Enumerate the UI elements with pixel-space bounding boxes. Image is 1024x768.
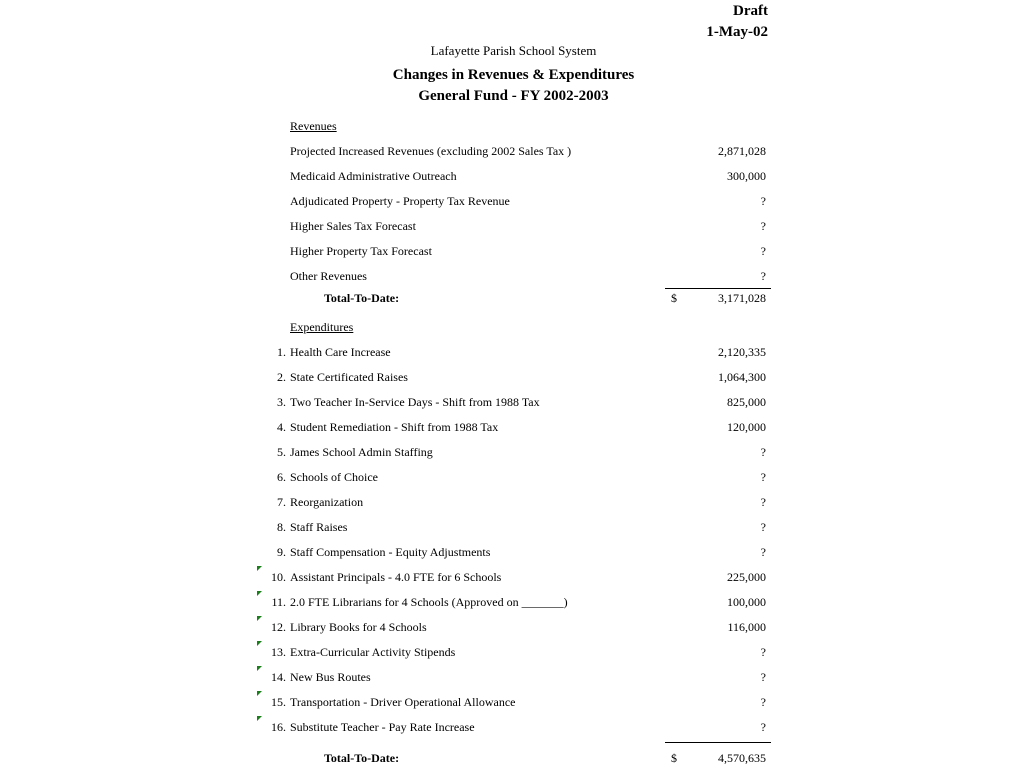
expenditure-value: 1,064,300 — [718, 370, 766, 384]
expenditures-total-value: 4,570,635 — [718, 751, 766, 765]
expenditure-label: Transportation - Driver Operational Allowance — [290, 695, 516, 709]
expenditure-label: Substitute Teacher - Pay Rate Increase — [290, 720, 475, 734]
expenditure-value: ? — [760, 720, 766, 734]
expenditure-value: 225,000 — [727, 570, 766, 584]
expenditure-value: 825,000 — [727, 395, 766, 409]
revenue-value: 2,871,028 — [718, 144, 766, 158]
revenue-value: ? — [760, 194, 766, 208]
expenditure-index: 15. — [271, 695, 286, 709]
expenditure-index: 6. — [277, 470, 286, 484]
expenditure-index: 10. — [271, 570, 286, 584]
expenditure-index: 14. — [271, 670, 286, 684]
revenue-label: Adjudicated Property - Property Tax Revenue — [290, 194, 510, 208]
revenues-total-label: Total-To-Date: — [324, 291, 400, 305]
expenditure-label: Library Books for 4 Schools — [290, 620, 427, 634]
expenditures-total-label: Total-To-Date: — [324, 751, 400, 765]
revenue-label: Projected Increased Revenues (excluding 2002 Sales Tax ) — [290, 144, 572, 158]
revenue-label: Other Revenues — [290, 269, 367, 283]
expenditure-label: Extra-Curricular Activity Stipends — [290, 645, 456, 659]
revenue-value: ? — [760, 269, 766, 283]
expenditure-index: 13. — [271, 645, 286, 659]
expenditure-index: 7. — [277, 495, 286, 509]
expenditure-label: Reorganization — [290, 495, 364, 509]
expenditure-value: ? — [760, 545, 766, 559]
expenditure-label: James School Admin Staffing — [290, 445, 433, 459]
expenditure-value: 120,000 — [727, 420, 766, 434]
expenditure-index: 12. — [271, 620, 286, 634]
expenditure-value: 100,000 — [727, 595, 766, 609]
expenditure-value: ? — [760, 645, 766, 659]
revenue-value: ? — [760, 219, 766, 233]
document-subtitle: General Fund - FY 2002-2003 — [418, 88, 609, 104]
expenditure-index: 2. — [277, 370, 286, 384]
expenditure-value: ? — [760, 470, 766, 484]
expenditure-label: 2.0 FTE Librarians for 4 Schools (Approved on _______) — [290, 595, 568, 609]
expenditure-label: State Certificated Raises — [290, 370, 408, 384]
expenditure-index: 8. — [277, 520, 286, 534]
revenue-label: Medicaid Administrative Outreach — [290, 169, 457, 183]
expenditure-value: ? — [760, 445, 766, 459]
revenues-total-rule — [665, 288, 771, 289]
draft-label: Draft — [733, 3, 768, 19]
expenditure-index: 1. — [277, 345, 286, 359]
expenditure-label: Staff Compensation - Equity Adjustments — [290, 545, 491, 559]
organization-name: Lafayette Parish School System — [430, 43, 597, 58]
expenditure-value: 2,120,335 — [718, 345, 766, 359]
expenditures-total-currency: $ — [671, 751, 677, 765]
document-date: 1-May-02 — [706, 24, 768, 40]
expenditure-value: ? — [760, 495, 766, 509]
revenue-label: Higher Sales Tax Forecast — [290, 219, 416, 233]
expenditure-label: Staff Raises — [290, 520, 348, 534]
expenditure-value: ? — [760, 520, 766, 534]
expenditure-value: 116,000 — [727, 620, 766, 634]
expenditure-index: 16. — [271, 720, 286, 734]
revenue-value: ? — [760, 244, 766, 258]
expenditure-label: Two Teacher In-Service Days - Shift from 1988 Tax — [290, 395, 540, 409]
expenditure-label: New Bus Routes — [290, 670, 371, 684]
revenue-label: Higher Property Tax Forecast — [290, 244, 432, 258]
revenues-section-heading: Revenues — [290, 119, 337, 133]
document-title: Changes in Revenues & Expenditures — [392, 67, 635, 83]
expenditure-index: 3. — [277, 395, 286, 409]
expenditure-index: 4. — [277, 420, 286, 434]
revenue-value: 300,000 — [727, 169, 766, 183]
expenditure-index: 5. — [277, 445, 286, 459]
expenditure-index: 11. — [271, 595, 286, 609]
expenditures-section-heading: Expenditures — [290, 320, 354, 334]
expenditure-value: ? — [760, 695, 766, 709]
expenditure-value: ? — [760, 670, 766, 684]
expenditure-label: Student Remediation - Shift from 1988 Tax — [290, 420, 499, 434]
revenues-total-value: 3,171,028 — [718, 291, 766, 305]
expenditure-index: 9. — [277, 545, 286, 559]
revenues-total-currency: $ — [671, 291, 677, 305]
expenditures-total-rule — [665, 742, 771, 743]
expenditure-label: Assistant Principals - 4.0 FTE for 6 Schools — [290, 570, 502, 584]
expenditure-label: Schools of Choice — [290, 470, 378, 484]
expenditure-label: Health Care Increase — [290, 345, 391, 359]
